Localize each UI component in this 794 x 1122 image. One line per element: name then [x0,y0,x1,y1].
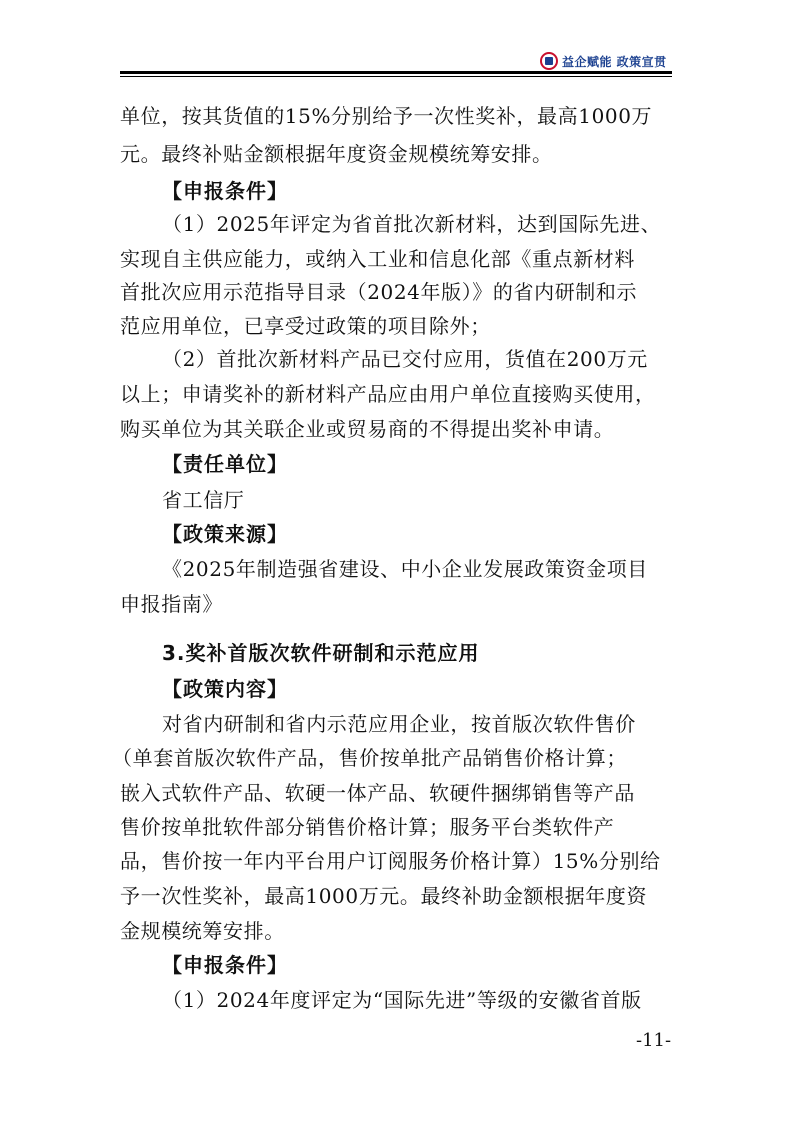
body-line: 《2025年制造强省建设、中小企业发展政策资金项目 [162,557,648,581]
body-line: 对省内研制和省内示范应用企业，按首版次软件售价 [162,712,636,736]
body-line: 嵌入式软件产品、软硬一体产品、软硬件捆绑销售等产品 [120,781,635,805]
body-line: 购买单位为其关联企业或贸易商的不得提出奖补申请。 [120,417,615,441]
section-heading: 【申报条件】 [162,953,288,977]
body-line: 省工信厅 [162,488,245,512]
section-heading: 【责任单位】 [162,452,288,476]
body-line: 首批次应用示范指导目录（2024年版）》的省内研制和示 [120,280,638,304]
page-number: -11- [636,1030,672,1051]
logo-emblem-icon [540,52,558,70]
body-line: 品，售价按一年内平台用户订阅服务价格计算）15%分别给 [120,849,661,873]
body-line: 单位，按其货值的15%分别给予一次性奖补，最高1000万 [120,104,653,128]
body-line: （1）2025年评定为省首批次新材料，达到国际先进、 [162,212,662,236]
body-line: 申报指南》 [120,592,223,616]
logo-text: 益企赋能 政策宣贯 [562,54,667,69]
body-line: 售价按单批软件部分销售价格计算；服务平台类软件产 [120,815,615,839]
section-heading: 【政策来源】 [162,522,288,546]
subsection-title: 3.奖补首版次软件研制和示范应用 [162,641,480,665]
body-line: 以上；申请奖补的新材料产品应由用户单位直接购买使用， [120,382,656,406]
header-rule-thick [120,71,672,74]
body-line: 予一次性奖补，最高1000万元。最终补助金额根据年度资 [120,884,648,908]
body-line: 实现自主供应能力，或纳入工业和信息化部《重点新材料 [120,247,635,271]
body-line: 金规模统筹安排。 [120,919,285,943]
section-heading: 【申报条件】 [162,179,288,203]
body-line: 元。最终补贴金额根据年度资金规模统筹安排。 [120,142,553,166]
body-line: 范应用单位，已享受过政策的项目除外； [120,314,491,338]
header-rule-thin [120,76,672,77]
section-heading: 【政策内容】 [162,677,288,701]
header-logo [540,50,667,72]
body-line: （单套首版次软件产品，售价按单批产品销售价格计算； [112,746,627,770]
body-line: （1）2024年度评定为“国际先进”等级的安徽省首版 [162,988,642,1012]
body-line: （2）首批次新材料产品已交付应用，货值在200万元 [162,347,648,371]
